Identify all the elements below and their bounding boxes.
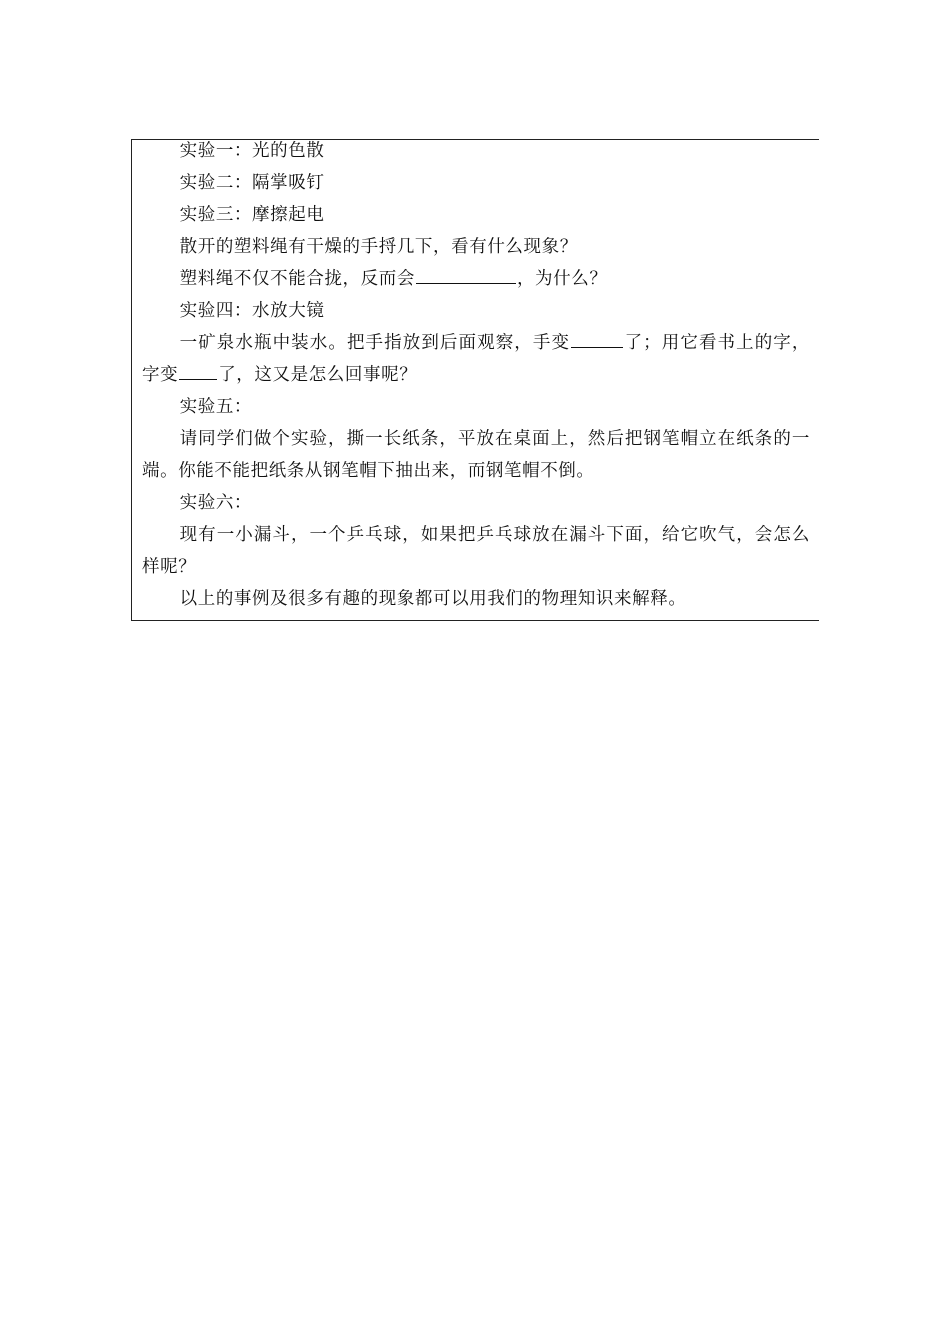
experiment-4-heading: 实验四：水放大镜 — [179, 301, 325, 321]
rope-question: 散开的塑料绳有干燥的手捋几下，看有什么现象？ — [179, 237, 578, 257]
experiment-5-heading: 实验五： — [179, 397, 253, 417]
experiment-3-heading: 实验三：摩擦起电 — [179, 205, 325, 225]
answer-blank[interactable] — [179, 359, 217, 380]
experiment-2-heading: 实验二：隔掌吸钉 — [179, 173, 325, 193]
content-body — [142, 135, 810, 615]
summary-paragraph: 以上的事例及很多有趣的现象都可以用我们的物理知识来解释。 — [179, 589, 687, 609]
content-frame — [131, 139, 819, 621]
funnel-paragraph: 现有一小漏斗，一个乒乓球，如果把乒乓球放在漏斗下面，给它吹气，会怎么样呢？ — [142, 525, 810, 577]
bottle-text-3: 了，这又是怎么回事呢？ — [218, 365, 418, 385]
bottle-text-2: 了；用它看书上的字，字变 — [142, 333, 811, 385]
bottle-text-1: 一矿泉水瓶中装水。把手指放到后面观察，手变 — [179, 333, 571, 353]
answer-blank[interactable] — [571, 327, 623, 348]
experiment-6-heading: 实验六： — [179, 493, 253, 513]
rope-answer-suffix: ，为什么？ — [516, 269, 608, 289]
bottle-paragraph — [142, 327, 810, 391]
answer-blank[interactable] — [416, 263, 516, 284]
paper-paragraph: 请同学们做个实验，撕一长纸条，平放在桌面上，然后把钢笔帽立在纸条的一端。你能不能把纸条从钢笔帽下抽出来，而钢笔帽不倒。 — [142, 429, 810, 481]
experiment-1-heading: 实验一：光的色散 — [179, 141, 325, 161]
rope-answer-line — [142, 263, 810, 295]
rope-answer-prefix: 塑料绳不仅不能合拢，反而会 — [179, 269, 415, 289]
